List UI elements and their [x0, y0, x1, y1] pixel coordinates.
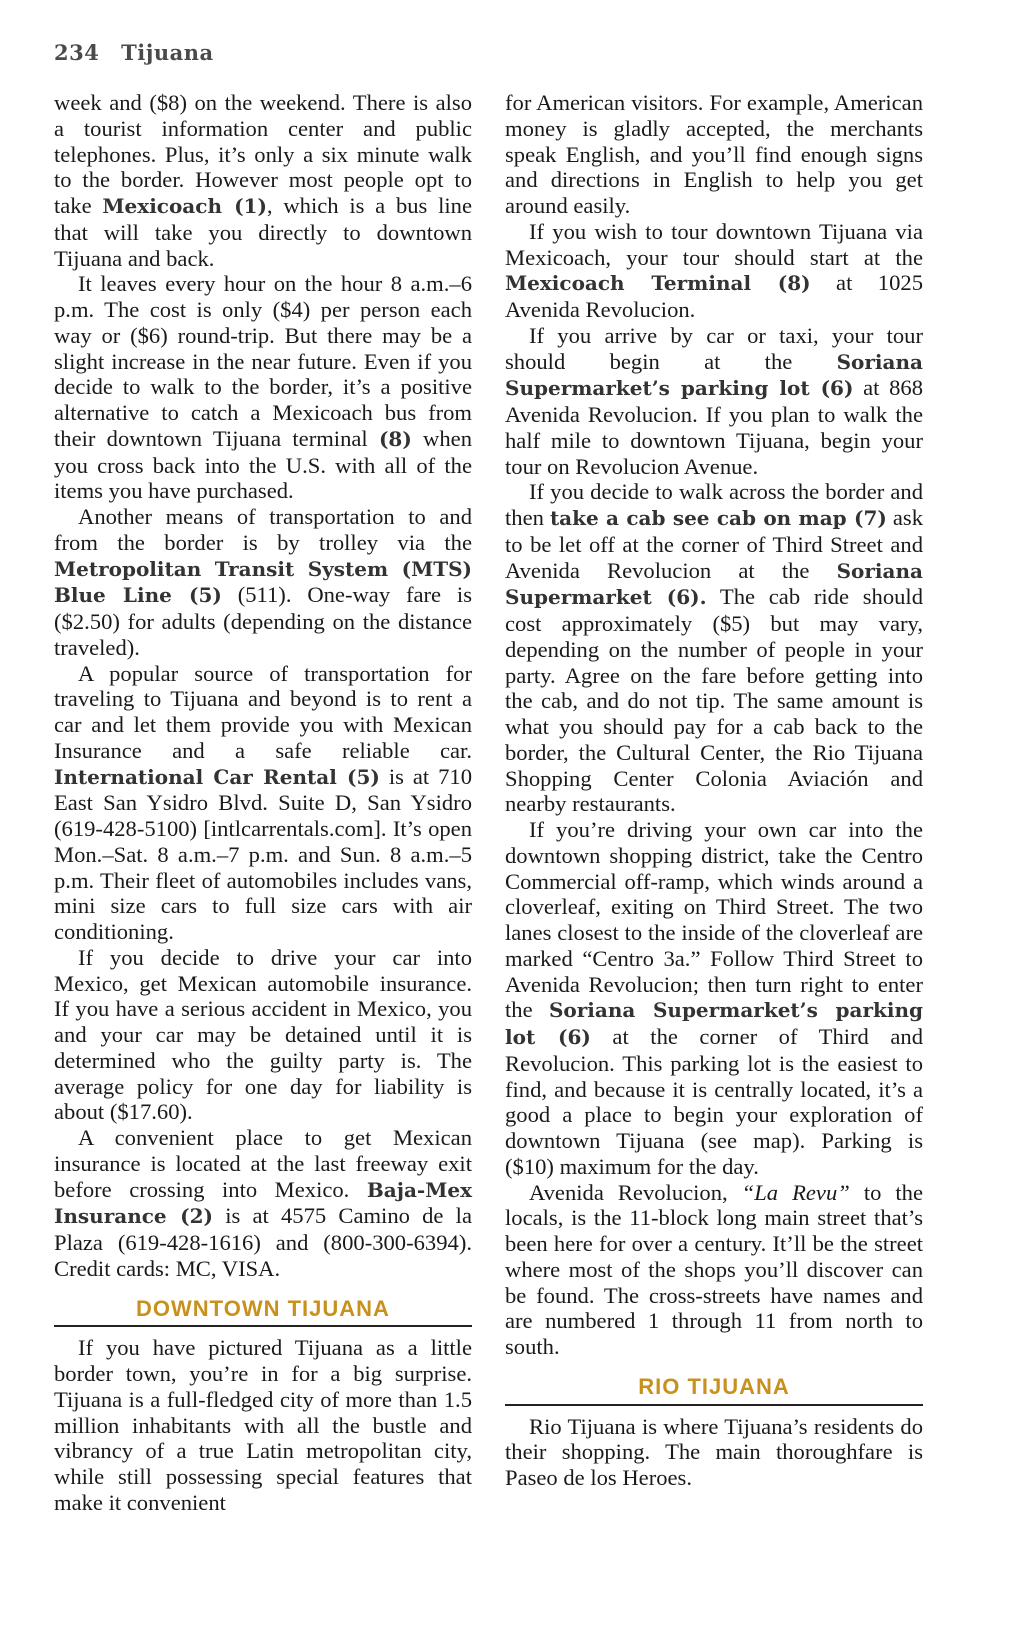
- paragraph: A popular source of transportation for traveling to Tijuana and beyond is to rent a car and let them provide you with Mexican Insurance and a safe reliable car. International Car Rental (5) is at 710 East San Ysidro Blvd. Suite D, San Ysidro (619-428-5100) [intlcarrentals.com]. It’s open Mon.–Sat. 8 a.m.–7 p.m. and Sun. 8 a.m.–5 p.m. Their fleet of automobiles includes vans, mini size cars to full size cars with air conditioning.: [54, 660, 472, 944]
- bold-place-name: International Car Rental (5): [54, 764, 380, 789]
- bold-place-name: Soriana Supermarket’s parking lot (6): [505, 349, 923, 401]
- paragraph: week and ($8) on the weekend. There is also a tourist information center and public telephones. Plus, it’s only a six minute walk to the border. However most people opt to take Mexicoach (1), which is a bus line that will take you directly to downtown Tijuana and back.: [54, 90, 472, 271]
- italic-nickname: “La Revu”: [741, 1179, 850, 1205]
- bold-place-name: Baja-Mex Insurance (2): [54, 1177, 472, 1229]
- paragraph: for American visitors. For example, American money is gladly accepted, the merchants speak English, and you’ll find enough signs and directions in English to help you get around easily.: [505, 90, 923, 218]
- bold-place-name: Mexicoach (1): [102, 194, 267, 218]
- paragraph: Another means of transportation to and from the border is by trolley via the Metropolitan Transit System (MTS) Blue Line (5) (511). One-way fare is ($2.50) for adults (depending on the distance traveled).: [54, 504, 473, 660]
- running-head: [54, 40, 214, 65]
- running-title: Tijuana: [121, 40, 214, 65]
- section-heading-rio-tijuana: RIO TIJUANA: [505, 1374, 923, 1406]
- paragraph: If you wish to tour downtown Tijuana via Mexicoach, your tour should start at the Mexicoach Terminal (8) at 1025 Avenida Revolucion.: [505, 218, 923, 322]
- paragraph: If you decide to drive your car into Mexico, get Mexican automobile insurance. If you have a serious accident in Mexico, you and your car may be detained until it is determined who the guilty party is. The average policy for one day for liability is about ($17.60).: [54, 944, 472, 1125]
- bold-place-name: Mexicoach Terminal (8): [505, 271, 811, 296]
- bold-place-name: take a cab see cab on map (7): [549, 506, 887, 530]
- bold-place-name: (8): [378, 426, 412, 451]
- bold-place-name: Soriana Supermarket (6).: [505, 558, 923, 610]
- paragraph: If you have pictured Tijuana as a little border town, you’re in for a big surprise. Tijuana is a full-fledged city of more than 1.5 million inhabitants with all the bustle and vibrancy of a true Latin metropolitan city, while still possessing special features that make it convenient: [54, 1335, 472, 1515]
- right-column: [505, 90, 923, 1491]
- paragraph: Rio Tijuana is where Tijuana’s residents do their shopping. The main thoroughfare is Paseo de los Heroes.: [505, 1413, 923, 1490]
- bold-place-name: Soriana Supermarket’s parking lot (6): [505, 998, 923, 1049]
- bold-place-name: Metropolitan Transit System (MTS) Blue Line (5): [54, 556, 472, 608]
- section-heading-downtown: DOWNTOWN TIJUANA: [54, 1296, 472, 1328]
- left-column: [54, 90, 472, 1516]
- paragraph: If you arrive by car or taxi, your tour should begin at the Soriana Supermarket’s parking lot (6) at 868 Avenida Revolucion. If you plan to walk the half mile to downtown Tijuana, begin your tour on Revolucion Avenue.: [505, 322, 923, 479]
- paragraph: It leaves every hour on the hour 8 a.m.–6 p.m. The cost is only ($4) per person each way or ($6) round-trip. But there may be a slight increase in the near future. Even if you decide to walk to the border, it’s a positive alternative to catch a Mexicoach bus from their downtown Tijuana terminal (8) when you cross back into the U.S. with all of the items you have purchased.: [54, 271, 472, 504]
- paragraph: If you’re driving your own car into the downtown shopping district, take the Centro Commercial off-ramp, which winds around a cloverleaf, exiting on Third Street. The two lanes closest to the inside of the cloverleaf are marked “Centro 3a.” Follow Third Street to Avenida Revolucion; then turn right to enter the Soriana Supermarket’s parking lot (6) at the corner of Third and Revolucion. This parking lot is the easiest to find, and because it is centrally located, it’s a good a place to begin your exploration of downtown Tijuana (see map). Parking is ($10) maximum for the day.: [505, 817, 924, 1179]
- paragraph: A convenient place to get Mexican insurance is located at the last freeway exit before crossing into Mexico. Baja-Mex Insurance (2) is at 4575 Camino de la Plaza (619-428-1616) and (800-300-6394). Credit cards: MC, VISA.: [54, 1125, 472, 1281]
- paragraph: If you decide to walk across the border and then take a cab see cab on map (7) ask to be let off at the corner of Third Street and Avenida Revolucion at the Soriana Supermarket (6). The cab ride should cost approximately ($5) but may vary, depending on the number of people in your party. Agree on the fare before getting into the cab, and do not tip. The same amount is what you should pay for a cab back to the border, the Cultural Center, the Rio Tijuana Shopping Center Colonia Aviación and nearby restaurants.: [505, 479, 923, 817]
- page-number: 234: [54, 40, 100, 65]
- paragraph: Avenida Revolucion, “La Revu” to the locals, is the 11-block long main street that’s been here for over a century. It’ll be the street where most of the shops you’ll discover can be found. The cross-streets have names and are numbered 1 through 11 from north to south.: [505, 1179, 923, 1359]
